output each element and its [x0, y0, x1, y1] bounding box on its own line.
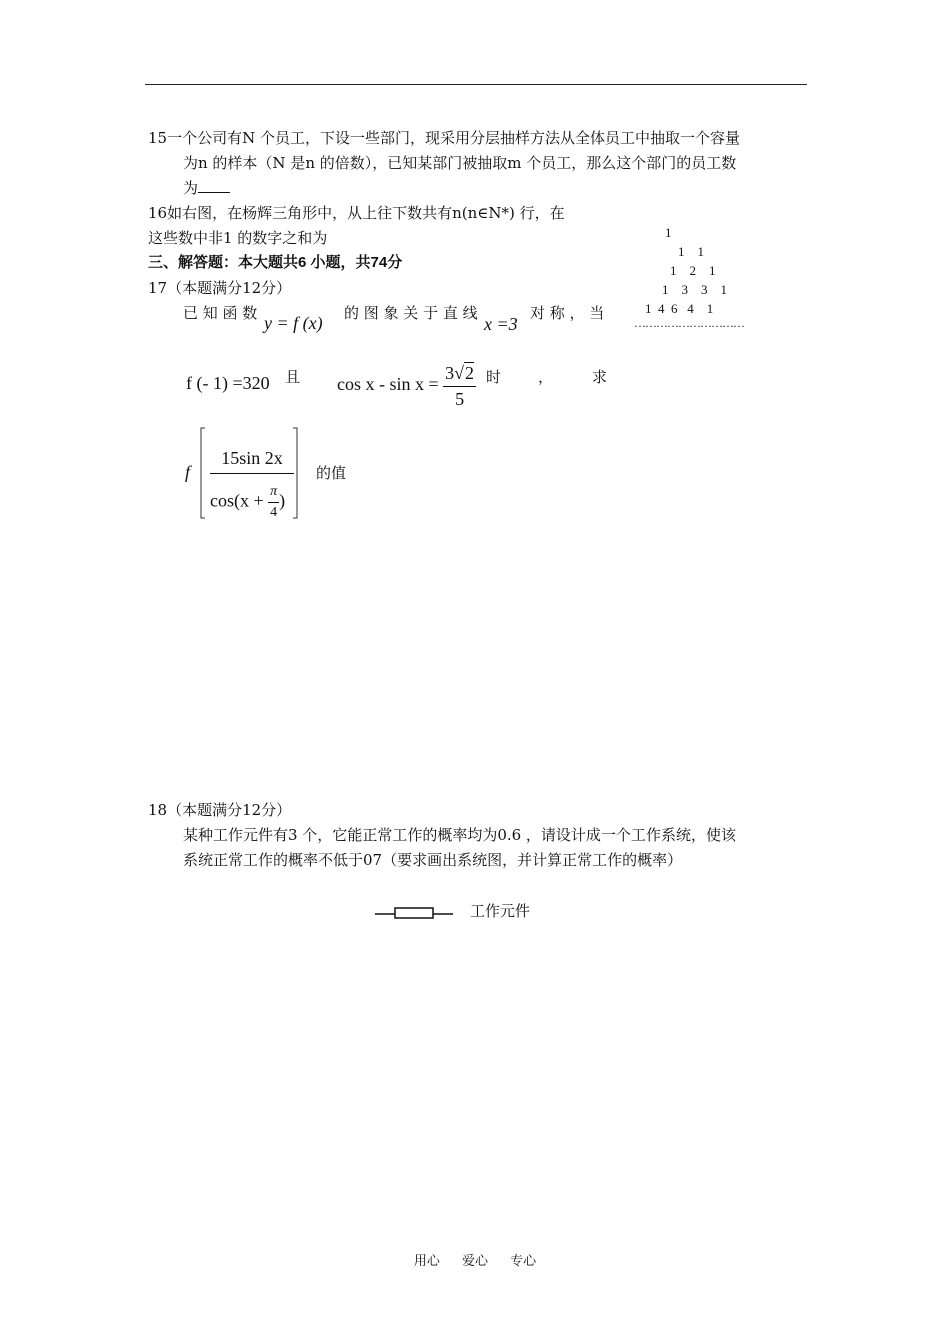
q17-text-tuxiang: 的 图 象 关 于 直 线	[344, 304, 478, 322]
pi-over-4: $\frac{\pi}{4}$	[270, 484, 278, 520]
pascal-row-2: 1 1	[678, 244, 704, 259]
cos-minus-sin: cos x - sin x =	[337, 374, 439, 395]
page-footer: 用心 爱心 专心	[413, 1254, 537, 1269]
q18-line1: 某种工作元件有3 个，它能正常工作的概率均为0.6 ，请设计成一个工作系统，使该	[183, 826, 736, 844]
q15-line3: 为	[183, 178, 230, 198]
q17-math-fneg1: f (- 1) =320	[186, 373, 270, 393]
pascal-ellipsis: …………………………	[634, 316, 744, 330]
q15-line1: 15一个公司有N 个员工，下设一些部门，现采用分层抽样方法从全体员工中抽取一个容量	[148, 129, 740, 147]
q17-fraction-bar	[210, 473, 294, 474]
q17-header: 17（本题满分12分）	[148, 279, 292, 297]
q17-text-shi: 时	[486, 368, 502, 386]
q17-text-yizhi: 已 知 函 数	[183, 304, 258, 322]
section-3-heading: 三、解答题：本大题共6 小题，共74分	[148, 254, 403, 271]
q17-text-comma: ，	[538, 368, 554, 386]
q18-line2: 系统正常工作的概率不低于07（要求画出系统图，并计算正常工作的概率）	[183, 851, 683, 869]
q17-text-qie: 且	[285, 368, 301, 386]
component-label: 工作元件	[470, 902, 531, 920]
q17-math-cos-expr	[337, 362, 476, 410]
q17-math-x3: x =3	[484, 314, 518, 334]
q16-line2: 这些数中非1 的数字之和为	[148, 229, 328, 247]
q17-math-fx: y = f (x)	[264, 313, 323, 333]
q16-line1: 16如右图，在杨辉三角形中，从上往下数共有n(n∈N*) 行，在	[148, 204, 565, 222]
q17-denominator: cos(x + $\frac{\pi}{4}$ )	[210, 484, 286, 520]
q17-text-qiu: 求	[592, 368, 608, 386]
fraction-3sqrt2-over-5: $\frac{3√2}{5}$	[445, 363, 475, 409]
pascal-row-4: 1 3 3 1	[662, 282, 727, 297]
q15-line2: 为n 的样本（N 是n 的倍数），已知某部门被抽取m 个员工，那么这个部门的员工数	[183, 154, 737, 172]
q17-math-f: f	[185, 462, 191, 482]
pascal-row-3: 1 2 1	[670, 263, 716, 278]
answer-blank	[198, 178, 230, 193]
q17-text-duichen: 对 称 ， 当	[530, 304, 605, 322]
q17-text-dezhi: 的值	[316, 464, 347, 482]
pascal-row-5: 1 4 6 4 1	[645, 301, 714, 316]
q17-numerator: 15sin 2x	[221, 448, 283, 468]
pascal-row-1: 1	[665, 225, 672, 240]
component-symbol-icon	[375, 903, 455, 921]
q18-header: 18（本题满分12分）	[148, 801, 292, 819]
header-rule	[145, 84, 807, 85]
